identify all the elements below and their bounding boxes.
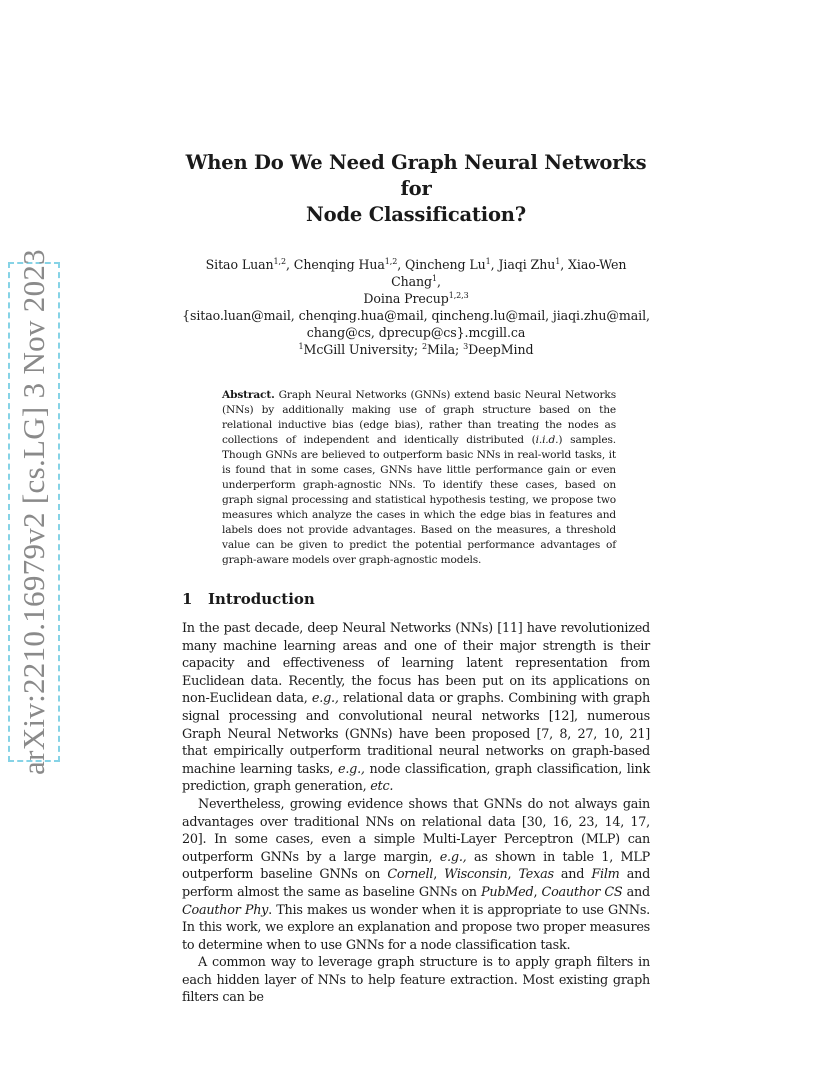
abstract-iid: i.i.d. [535,434,559,446]
author-affiliation-mark: 1,2 [273,256,286,266]
paragraph-text: , [533,884,542,900]
section-title: Introduction [208,590,315,608]
abstract-text: ) samples. Though GNNs are believed to outperform basic NNs in real-world tasks, it is found that in some cases, GNNs have little performance gain or even underperform graph-agnostic NNs. To identify these cases, based on graph signal processing and statistical hypothesis testing, we propose two measures which analyze the cases in which the edge bias in features and labels does not provide advantages. Based on the measures, a threshold value can be given to predict the potential performance advantages of graph-aware models over graph-agnostic models. [222,434,616,566]
title-line-1: When Do We Need Graph Neural Networks for [185,151,647,200]
paragraph-text: In the past decade, deep Neural Networks (NNs) [11] have revolutionized many machine learning areas and one of their major strength is their capacity and effectiveness of learning latent representation from Euclidean data. Recently, the focus has been put on its applications on non-Euclidean data, [182,621,650,707]
section-number: 1 [182,590,193,608]
author-line-1 [182,256,650,290]
author-affiliation-mark: 1,2,3 [448,290,469,300]
affiliation-name: Mila; [426,342,464,357]
arxiv-identifier-text: arXiv:2210.16979v2 [cs.LG] 3 Nov 2023 [16,249,51,775]
affiliation-mark: 1 [298,341,304,351]
paragraph-text: as shown in table 1, MLP outperform baseline GNNs on [182,849,650,883]
paragraph-text: A common way to leverage graph structure is to apply graph filters in each hidden layer of NNs to help feature extraction. Most existing graph filters can be [182,955,650,1006]
abstract-label: Abstract. [222,389,275,401]
dataset-name: Cornell [387,867,434,883]
dataset-name: Texas [518,867,554,883]
affiliation-mark: 3 [463,341,469,351]
author-name: , Jiaqi Zhu [490,257,556,272]
author-affiliation-mark: 1 [432,273,438,283]
paragraph-text: , [507,867,519,883]
body-paragraph [182,954,650,1007]
dataset-name: Film [591,867,620,883]
author-name: Sitao Luan [205,257,274,272]
author-block [182,256,650,358]
paragraph-text: . This makes us wonder when it is appropriate to use GNNs. In this work, we explore an explanation and propose two proper measures to determine when to use GNNs for a node classification task. [182,902,650,953]
paragraph-text: relational data or graphs. Combining with graph signal processing and convolutional neural networks [12], numerous Graph Neural Networks (GNNs) have been proposed [7, 8, 27, 10, 21] that empirically outperform traditional neural networks on graph-based machine learning tasks, [182,691,650,777]
body-paragraph [182,796,650,954]
author-name: Doina Precup [363,291,449,306]
paragraph-emphasis: e.g., [439,849,467,865]
paragraph-emphasis: e.g., [311,691,339,707]
paper-page [182,150,650,1007]
author-name: , Xiao-Wen Chang [391,257,627,289]
author-line-2 [182,290,650,307]
body-paragraph [182,620,650,796]
author-separator: , [437,274,441,289]
author-emails-line-2: chang@cs, dprecup@cs}.mcgill.ca [306,325,526,340]
paper-title [182,150,650,228]
dataset-name: Coauthor CS [541,884,623,900]
author-emails-line-1: {sitao.luan@mail, chenqing.hua@mail, qincheng.lu@mail, jiaqi.zhu@mail, [182,308,650,323]
paragraph-emphasis: e.g., [338,761,365,777]
paragraph-text: and perform almost the same as baseline GNNs on [182,867,651,900]
paragraph-emphasis: etc. [370,779,394,795]
affiliations [182,341,650,358]
dataset-name: PubMed [481,884,534,900]
author-affiliation-mark: 1 [555,256,561,266]
abstract [222,388,616,568]
author-affiliation-mark: 1 [485,256,491,266]
arxiv-identifier-stamp [8,249,60,775]
author-name: , Chenqing Hua [285,257,385,272]
paragraph-text: Nevertheless, growing evidence shows that GNNs do not always gain advantages over traditional NNs on relational data [30, 16, 23, 14, 17, 20]. In some cases, even a simple Multi-Layer Perceptron (MLP) can outperform GNNs by a large margin, [182,796,650,865]
paragraph-text: and [622,884,650,900]
dataset-name: Wisconsin [444,867,508,883]
abstract-text: Graph Neural Networks (GNNs) extend basic Neural Networks (NNs) by additionally making use of graph structure based on the relational inductive bias (edge bias), rather than treating the nodes as collections of independent and identically distributed ( [222,389,616,446]
affiliation-name: DeepMind [468,342,534,357]
section-heading [182,590,650,608]
dataset-name: Coauthor Phy [182,902,269,918]
affiliation-mark: 2 [421,341,427,351]
paragraph-text: node classification, graph classification, link prediction, graph generation, [182,761,650,795]
author-affiliation-mark: 1,2 [384,256,398,266]
affiliation-name: McGill University; [303,342,422,357]
author-name: , Qincheng Lu [397,257,486,272]
paragraph-text: and [553,867,592,883]
paragraph-text: , [433,867,445,883]
title-line-2: Node Classification? [306,203,526,226]
